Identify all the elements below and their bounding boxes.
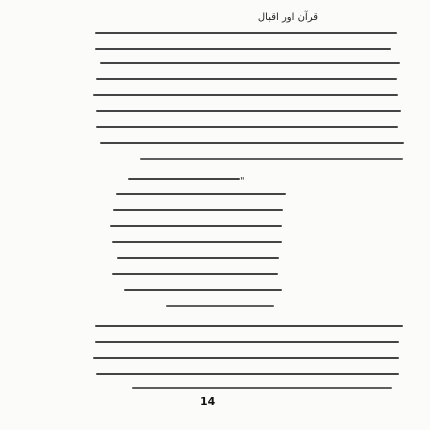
text-line (96, 110, 401, 112)
text-line (96, 126, 398, 128)
text-line (95, 341, 399, 343)
page-number: 14 (200, 395, 216, 408)
text-line (95, 325, 403, 327)
verse-line (112, 273, 278, 275)
verse-line (128, 178, 240, 180)
verse-line (113, 209, 283, 211)
text-line (100, 142, 404, 144)
verse-line (112, 241, 282, 243)
text-line (96, 78, 397, 80)
text-line (95, 32, 397, 34)
text-line (140, 158, 403, 160)
text-line (100, 62, 400, 64)
text-line (132, 387, 392, 389)
verse-line (116, 193, 286, 195)
verse-line (117, 257, 279, 259)
text-line (96, 373, 399, 375)
text-line (93, 94, 398, 96)
verse-line (166, 305, 274, 307)
verse-line (110, 225, 282, 227)
quote-mark: " (240, 176, 245, 187)
page-header: قرآن اور اقبال (257, 12, 318, 23)
text-line (93, 357, 399, 359)
verse-line (124, 289, 282, 291)
text-line (95, 48, 391, 50)
